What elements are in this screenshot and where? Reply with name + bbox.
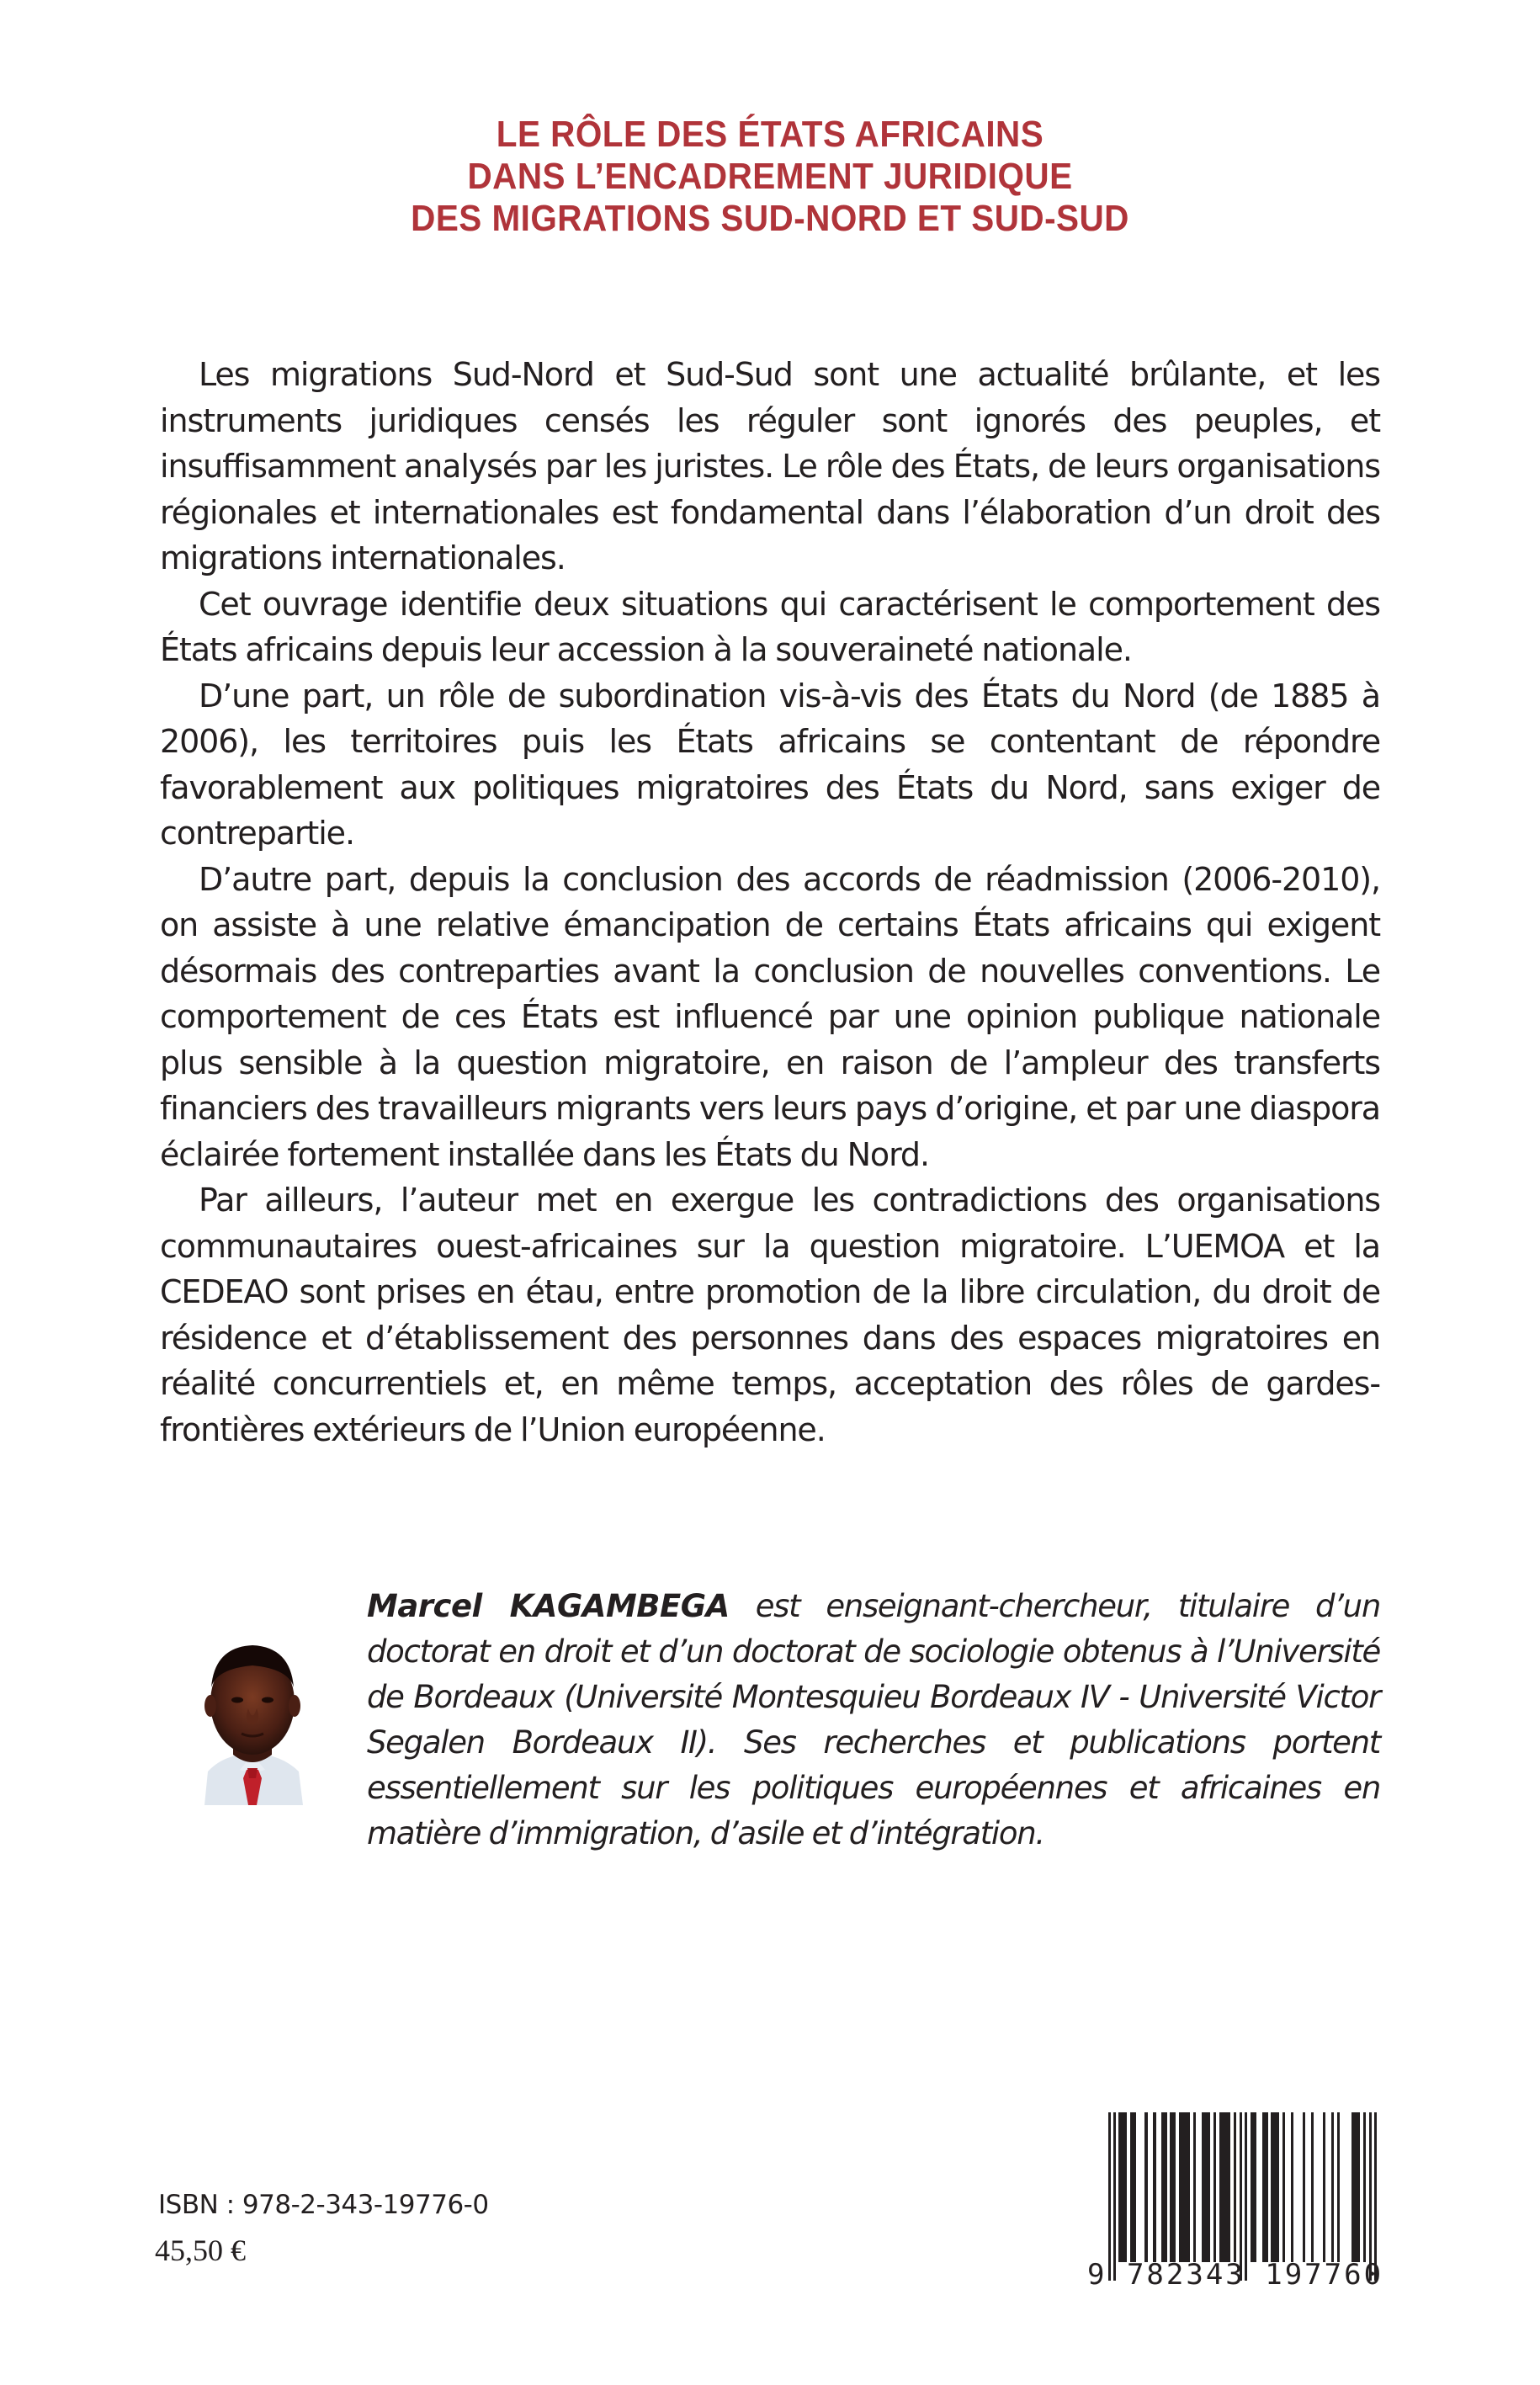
author-portrait-icon bbox=[189, 1628, 316, 1805]
barcode-digits: 9 782343 197760 bbox=[1087, 2258, 1384, 2292]
book-title bbox=[61, 114, 1479, 240]
title-line-3: DES MIGRATIONS SUD-NORD ET SUD-SUD bbox=[411, 198, 1129, 239]
book-summary bbox=[160, 352, 1380, 1453]
author-bio bbox=[367, 1584, 1380, 1856]
author-bio-text: est enseignant-chercheur, titulaire d’un doctorat en droit et d’un doctorat de sociologie obtenus à l’Université de Bordeaux (Université Montesquieu Bordeaux IV - Université Victor Segalen Bordeaux II). Ses recherches et publications portent essentiellement sur les politiques européennes et africaines en matière d’immigration, d’asile et d’intégration. bbox=[367, 1588, 1380, 1851]
summary-paragraph: D’une part, un rôle de subordination vis-à-vis des États du Nord (de 1885 à 2006), les territoires puis les États africains se contentant de répondre favorablement aux politiques migratoires des États du Nord, sans exiger de contrepartie. bbox=[160, 677, 1380, 852]
price: 45,50 € bbox=[155, 2234, 246, 2267]
summary-paragraph: Par ailleurs, l’auteur met en exergue les contradictions des organisations communautaires ouest-africaines sur la question migratoire. L’UEMOA et la CEDEAO sont prises en étau, entre promotion de la libre circulation, du droit de résidence et d’établissement des personnes dans des espaces migratoires en réalité concurrentiels et, en même temps, acceptation des rôles de gardes-frontières extérieurs de l’Union européenne. bbox=[160, 1182, 1380, 1448]
author-name: Marcel KAGAMBEGA bbox=[367, 1588, 730, 1624]
title-line-2: DANS L’ENCADREMENT JURIDIQUE bbox=[467, 156, 1073, 197]
summary-paragraph: Les migrations Sud-Nord et Sud-Sud sont une actualité brûlante, et les instruments juridiques censés les réguler sont ignorés des peuples, et insuffisamment analysés par les juristes. Le rôle des États, de leurs organisations régionales et internationales est fondamental dans l’élaboration d’un droit des migrations internationales. bbox=[160, 356, 1380, 576]
summary-paragraph: Cet ouvrage identifie deux situations qui caractérisent le comportement des États africains depuis leur accession à la souveraineté nationale. bbox=[160, 585, 1380, 668]
title-line-1: LE RÔLE DES ÉTATS AFRICAINS bbox=[496, 114, 1044, 155]
barcode-icon bbox=[1088, 2112, 1391, 2281]
summary-paragraph: D’autre part, depuis la conclusion des accords de réadmission (2006-2010), on assiste à une relative émancipation de certains États africains qui exigent désormais des contreparties avant la conclusion de nouvelles conventions. Le comportement de ces États est influencé par une opinion publique nationale plus sensible à la question migratoire, en raison de l’ampleur des transferts financiers des travailleurs migrants vers leurs pays d’origine, et par une diaspora éclairée fortement installée dans les États du Nord. bbox=[160, 860, 1380, 1173]
isbn: ISBN : 978-2-343-19776-0 bbox=[158, 2190, 489, 2220]
